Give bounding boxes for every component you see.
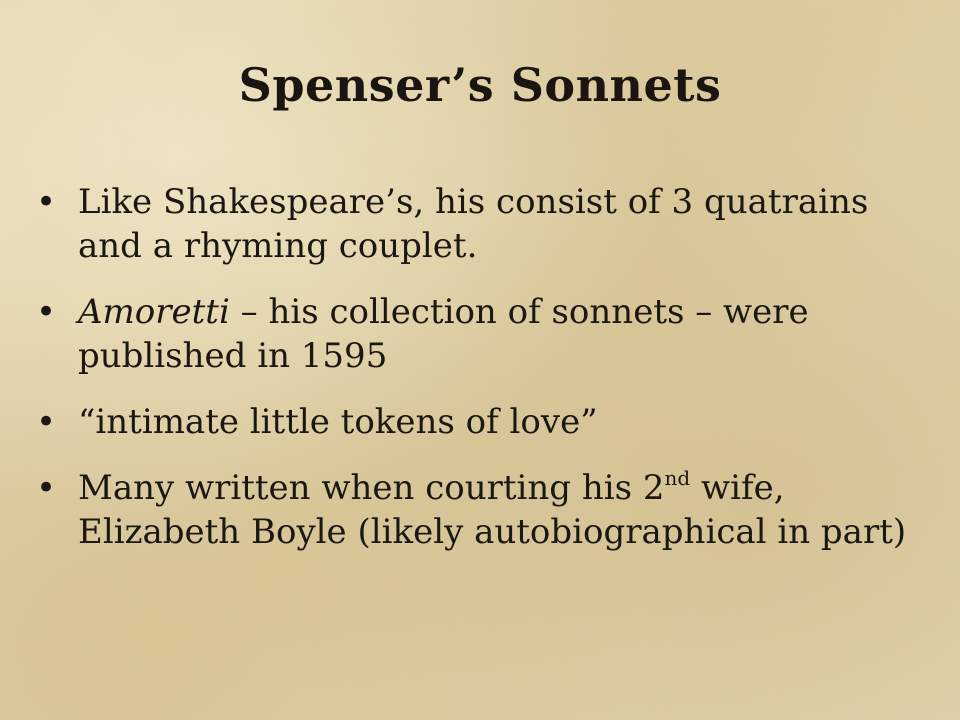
- bullet-item: [34, 290, 934, 378]
- ordinal-superscript: nd: [664, 466, 691, 490]
- bullet-italic-title: Amoretti: [78, 292, 230, 332]
- bullet-text: – his collection of sonnets – were published in 1595: [78, 292, 809, 376]
- bullet-item: [34, 400, 934, 444]
- bullet-marker: •: [36, 182, 57, 222]
- bullet-marker: •: [36, 468, 57, 508]
- bullet-text-before: Many written when courting his 2: [78, 468, 665, 508]
- bullet-marker: •: [36, 402, 57, 442]
- bullet-text: “intimate little tokens of love”: [78, 402, 598, 442]
- bullet-item: [34, 180, 934, 268]
- bullet-item: [34, 466, 934, 554]
- bullet-list: [34, 180, 934, 576]
- bullet-text-after: wife, Elizabeth Boyle (likely autobiographical in part): [78, 468, 907, 552]
- slide-title: Spenser’s Sonnets: [238, 58, 722, 112]
- bullet-text: Like Shakespeare’s, his consist of 3 quatrains and a rhyming couplet.: [78, 182, 869, 266]
- bullet-marker: •: [36, 292, 57, 332]
